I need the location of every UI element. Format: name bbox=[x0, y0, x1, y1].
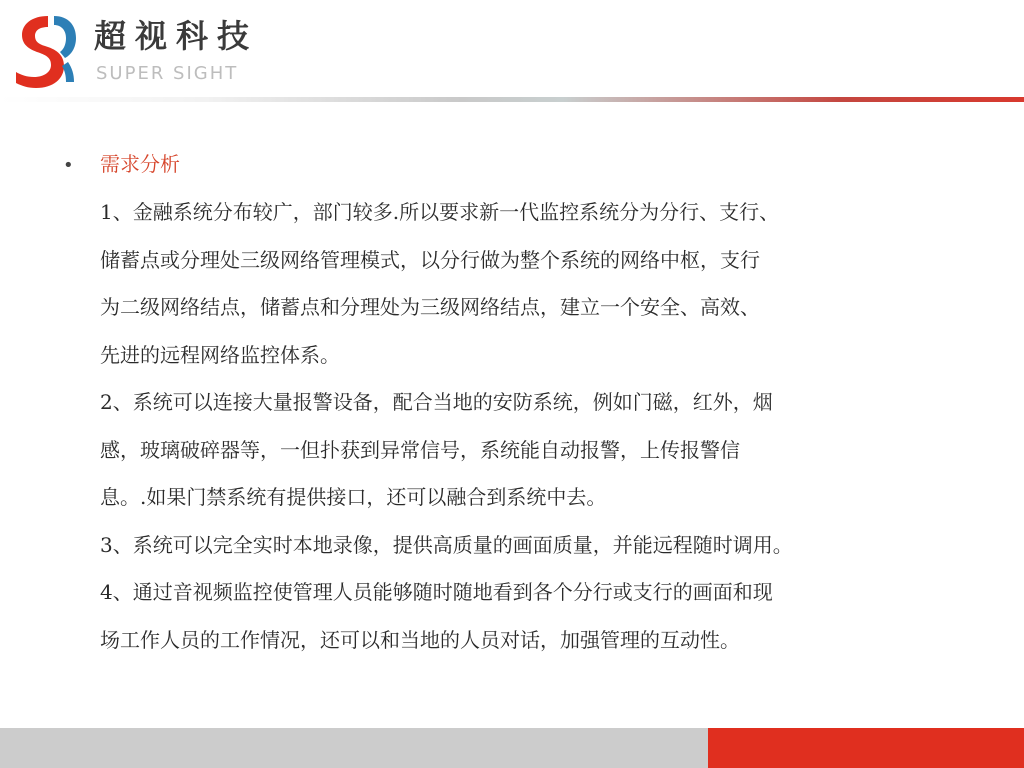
text-line: 先进的远程网络监控体系。 bbox=[100, 342, 340, 367]
text-line: 为二级网络结点，储蓄点和分理处为三级网络结点，建立一个安全、高效、 bbox=[100, 295, 760, 319]
text-line: 3、系统可以完全实时本地录像，提供高质量的画面质量，并能远程随时调用。 bbox=[100, 532, 793, 557]
text-line: 4、通过音视频监控使管理人员能够随时随地看到各个分行或支行的画面和现 bbox=[100, 580, 773, 604]
text-line: 1、金融系统分布较广，部门较多.所以要求新一代监控系统分为分行、支行、 bbox=[100, 200, 780, 224]
brand-name-chinese: 超视科技 bbox=[94, 17, 259, 55]
text-line: 2、系统可以连接大量报警设备，配合当地的安防系统，例如门磁，红外，烟 bbox=[100, 390, 773, 414]
body-text bbox=[100, 192, 793, 667]
text-line: 场工作人员的工作情况，还可以和当地的人员对话，加强管理的互动性。 bbox=[100, 627, 740, 652]
footer-bar-gray bbox=[0, 728, 708, 768]
header-divider bbox=[0, 97, 1024, 102]
footer-bar-red bbox=[708, 728, 1024, 768]
brand-name-english: SUPER SIGHT bbox=[96, 63, 239, 84]
bullet-icon: • bbox=[63, 155, 74, 176]
super-sight-logo-icon bbox=[10, 8, 80, 90]
text-line: 感，玻璃破碎器等，一但扑获到异常信号，系统能自动报警，上传报警信 bbox=[100, 437, 740, 462]
section-title: 需求分析 bbox=[100, 152, 180, 176]
text-line: 息。.如果门禁系统有提供接口，还可以融合到系统中去。 bbox=[100, 485, 607, 509]
text-line: 储蓄点或分理处三级网络管理模式，以分行做为整个系统的网络中枢，支行 bbox=[100, 247, 760, 272]
